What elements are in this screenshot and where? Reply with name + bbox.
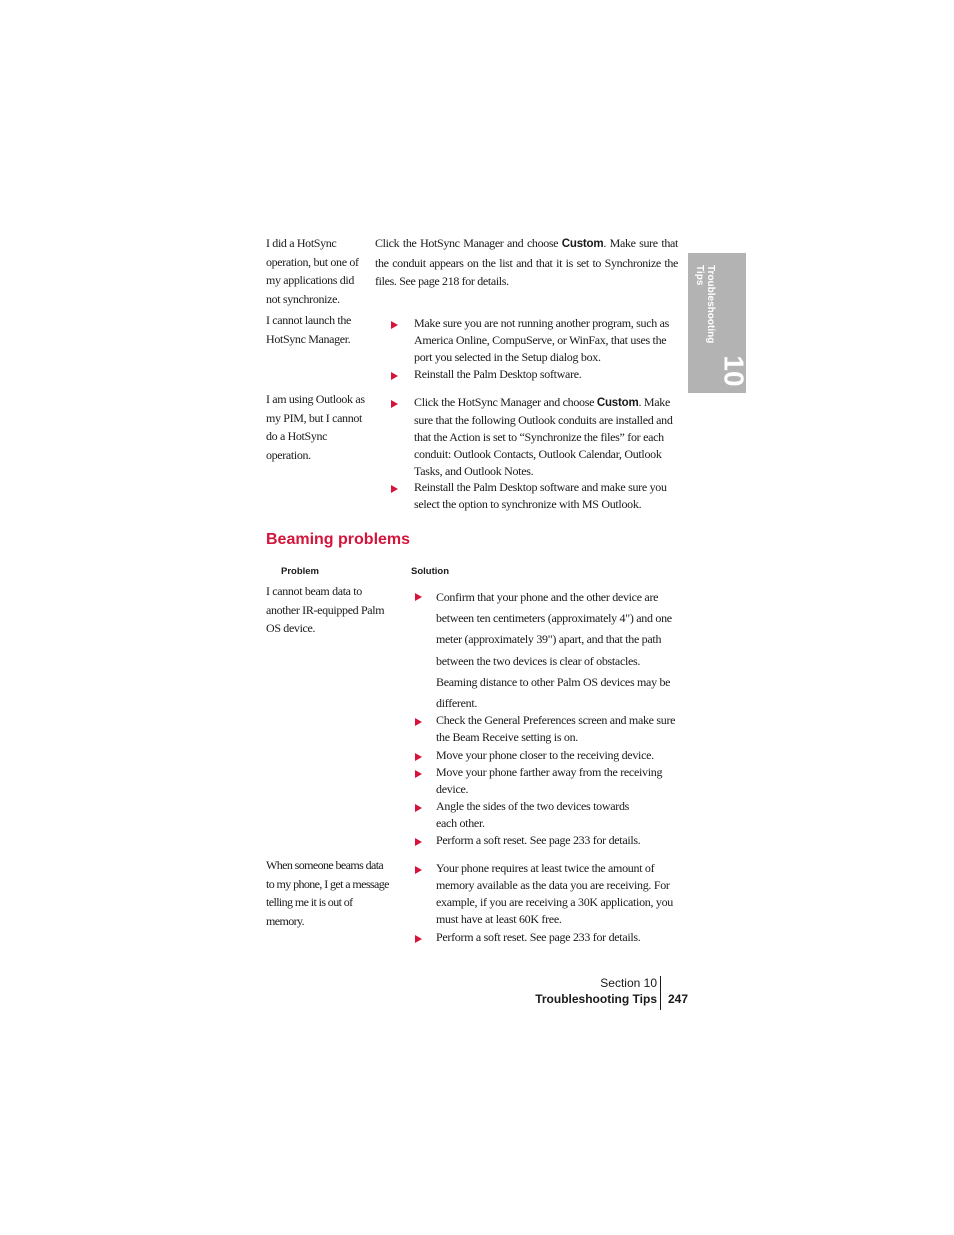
list-item: Move your phone farther away from the receiving device.	[415, 764, 677, 798]
arrow-bullet-icon	[415, 718, 422, 726]
arrow-bullet-icon	[415, 770, 422, 778]
list-item: Click the HotSync Manager and choose Custom. Make sure that the following Outlook conduits are installed and that the Action is set to “Synchronize the files” for each conduit: Outlook Contacts, Outlook Calendar, Outlook Tasks, and Outlook Notes.	[391, 394, 676, 480]
arrow-bullet-icon	[415, 935, 422, 943]
list-item: Make sure you are not running another program, such as America Online, CompuServe, or WinFax, that uses the port you selected in the Setup dialog box.	[391, 315, 676, 366]
list-item: Your phone requires at least twice the amount of memory available as the data you are receiving. For example, if you are receiving a 30K application, you must have at least 60K free.	[415, 860, 677, 928]
list-item: Check the General Preferences screen and make sure the Beam Receive setting is on.	[415, 712, 677, 746]
footer-section: Section 10	[600, 976, 657, 990]
column-header-problem: Problem	[281, 566, 320, 577]
arrow-bullet-icon	[415, 753, 422, 761]
list-item: Confirm that your phone and the other device are between ten centimeters (approximately 4") and one meter (approximately 39") apart, and that the path between the two devices is clear of obstacles. Beaming distance to other Palm OS devices may be different.	[415, 587, 677, 714]
custom-keyword: Custom	[596, 397, 639, 409]
list-item: Reinstall the Palm Desktop software.	[391, 366, 676, 383]
footer-divider	[660, 976, 661, 1010]
side-tab-number: 10	[718, 355, 750, 387]
arrow-bullet-icon	[415, 866, 422, 874]
page-number: 247	[668, 992, 689, 1006]
list-item: Reinstall the Palm Desktop software and make sure you select the option to synchronize with MS Outlook.	[391, 479, 676, 513]
problem-text: I cannot beam data to another IR-equipped Palm OS device.	[266, 584, 385, 635]
list-item: Perform a soft reset. See page 233 for details.	[415, 832, 677, 849]
side-tab-label: Troubleshooting Tips	[694, 265, 716, 344]
footer-title: Troubleshooting Tips	[535, 992, 657, 1006]
arrow-bullet-icon	[415, 593, 422, 601]
arrow-bullet-icon	[415, 804, 422, 812]
problem-text: I did a HotSync operation, but one of my applications did not synchronize.	[266, 236, 359, 306]
list-item: Angle the sides of the two devices towards each other.	[415, 798, 677, 832]
arrow-bullet-icon	[391, 400, 398, 408]
list-item: Move your phone closer to the receiving device.	[415, 747, 677, 764]
problem-text: I am using Outlook as my PIM, but I cannot do a HotSync operation.	[266, 392, 365, 462]
arrow-bullet-icon	[391, 372, 398, 380]
section-side-tab	[688, 253, 750, 393]
list-item: Perform a soft reset. See page 233 for details.	[415, 929, 677, 946]
arrow-bullet-icon	[391, 321, 398, 329]
column-header-solution: Solution	[411, 566, 449, 577]
custom-keyword: Custom	[561, 238, 604, 250]
problem-text: I cannot launch the HotSync Manager.	[266, 313, 351, 346]
arrow-bullet-icon	[415, 838, 422, 846]
solution-text: Click the HotSync Manager and choose Custom. Make sure that the conduit appears on the list and that it is set to Synchronize the files. See page 218 for details.	[375, 236, 678, 288]
arrow-bullet-icon	[391, 485, 398, 493]
section-heading: Beaming problems	[266, 531, 411, 548]
problem-text: When someone beams data to my phone, I get a message telling me it is out of memory.	[266, 858, 389, 928]
